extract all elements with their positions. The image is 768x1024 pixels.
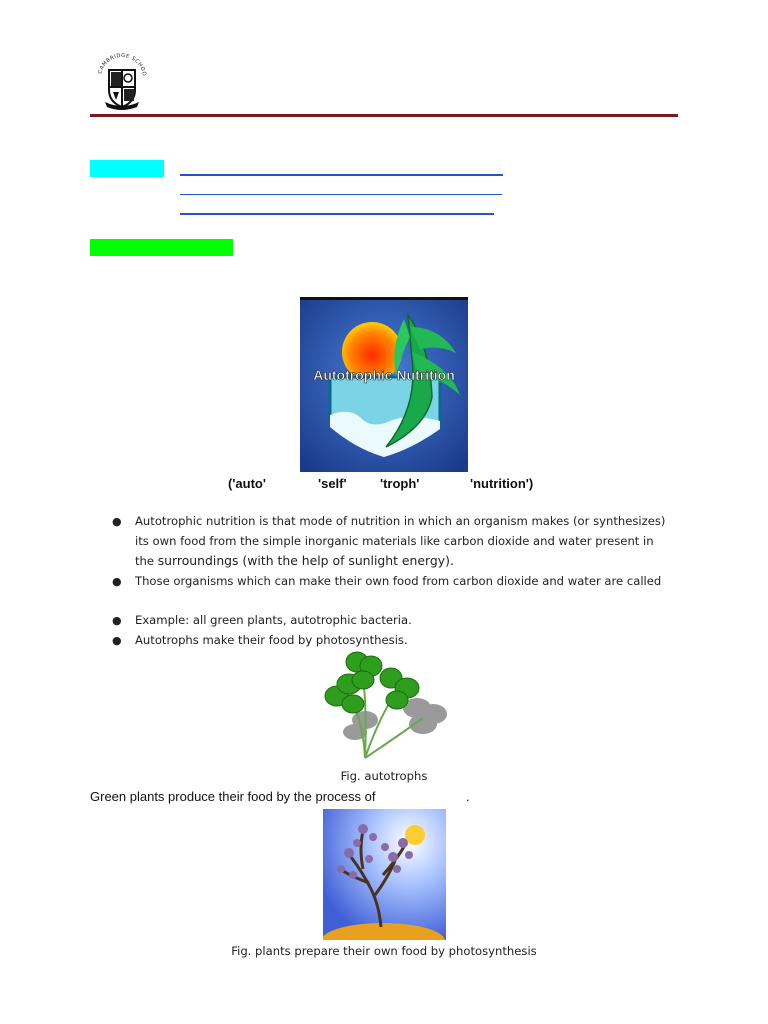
green-highlight-block	[90, 239, 233, 256]
svg-text:CAMBRIDGE SCHOOL: CAMBRIDGE SCHOO	[97, 52, 147, 77]
etymology-line	[0, 476, 768, 496]
green-plants-sentence: Green plants produce their food by the process of	[90, 789, 376, 804]
blank-line-3	[180, 213, 494, 215]
list-item	[110, 572, 670, 592]
list-gap	[110, 591, 670, 611]
bullet-dot: ●	[112, 633, 122, 647]
figure-caption-autotrophs: Fig. autotrophs	[340, 769, 428, 783]
school-logo	[95, 52, 149, 112]
autotrophic-nutrition-image	[300, 297, 468, 472]
header-rule	[90, 114, 678, 117]
photosynthesis-tree-image	[323, 809, 446, 940]
bullet-text-continued: surroundings (with the help of sunlight energy).	[157, 553, 454, 568]
bullet-dot: ●	[112, 614, 122, 627]
etymology-self: 'self'	[318, 476, 347, 491]
bullet-text: Autotrophs make their food by photosynthesis.	[135, 632, 408, 647]
figure-caption-photosynthesis: Fig. plants prepare their own food by photosynthesis	[231, 944, 537, 958]
etymology-nutrition: 'nutrition')	[470, 476, 534, 491]
bullet-text: Those organisms which can make their own food from carbon dioxide and water are called	[135, 573, 662, 588]
bullet-dot: ●	[112, 515, 122, 528]
etymology-auto: ('auto'	[228, 476, 266, 491]
bullet-text: Autotrophic nutrition is that mode of nutrition in which an organism makes (or synthesizes) its own food from the simple inorganic materials like carbon dioxide and water present in the	[135, 514, 666, 568]
bullet-dot: ●	[112, 574, 122, 588]
etymology-troph: 'troph'	[380, 476, 420, 491]
list-item	[110, 512, 670, 572]
blank-line-1	[180, 174, 503, 176]
bullet-list	[110, 512, 670, 650]
autotrophic-image-title: Autotrophic Nutrition	[313, 367, 455, 383]
cyan-highlight-block	[90, 160, 164, 177]
blank-line-2	[180, 194, 502, 195]
bullet-text: Example: all green plants, autotrophic bacteria.	[135, 613, 412, 627]
sentence-end-period: .	[466, 789, 470, 804]
list-item	[110, 611, 670, 631]
clover-image	[305, 648, 460, 766]
